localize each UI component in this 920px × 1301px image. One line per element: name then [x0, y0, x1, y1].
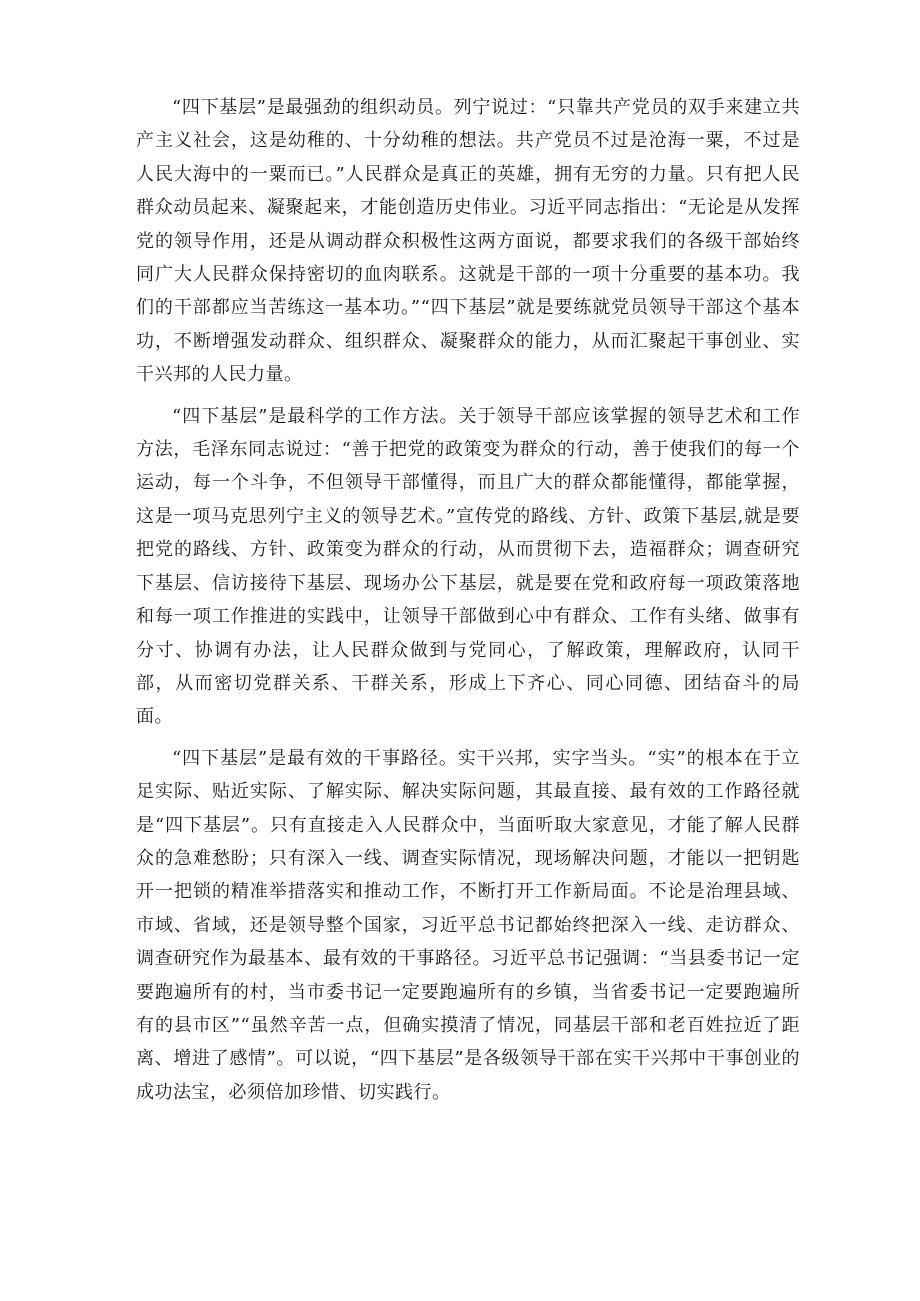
paragraph-organization-mobilization: “四下基层”是最强劲的组织动员。列宁说过：“只靠共产党员的双手来建立共产主义社会，这是幼稚的、十分幼稚的想法。共产党员不过是沧海一粟，不过是人民大海中的一粟而已。”人民群众是真正的英雄，拥有无穷的力量。只有把人民群众动员起来、凝聚起来，才能创造历史伟业。习近平同志指出：“无论是从发挥党的领导作用，还是从调动群众积极性这两方面说，都要求我们的各级干部始终同广大人民群众保持密切的血肉联系。这就是干部的一项十分重要的基本功。我们的干部都应当苦练这一基本功。”“四下基层”就是要练就党员领导干部这个基本功，不断增强发动群众、组织群众、凝聚群众的能力，从而汇聚起干事创业、实干兴邦的人民力量。	[136, 97, 800, 386]
document-page	[136, 91, 800, 1117]
paragraph-work-method: “四下基层”是最科学的工作方法。关于领导干部应该掌握的领导艺术和工作方法，毛泽东同志说过：“善于把党的政策变为群众的行动，善于使我们的每一个运动，每一个斗争，不但领导干部懂得，而且广大的群众都能懂得，都能掌握，这是一项马克思列宁主义的领导艺术。”宣传党的路线、方针、政策下基层,就是要把党的路线、方针、政策变为群众的行动，从而贯彻下去，造福群众；调查研究下基层、信访接待下基层、现场办公下基层，就是要在党和政府每一项政策落地和每一项工作推进的实践中，让领导干部做到心中有群众、工作有头绪、做事有分寸、协调有办法，让人民群众做到与党同心，了解政策，理解政府，认同干部，从而密切党群关系、干群关系，形成上下齐心、同心同德、团结奋斗的局面。	[136, 405, 800, 728]
paragraph-effective-path: “四下基层”是最有效的干事路径。实干兴邦，实字当头。“实”的根本在于立足实际、贴近实际、了解实际、解决实际问题，其最直接、最有效的工作路径就是“四下基层”。只有直接走入人民群众中，当面听取大家意见，才能了解人民群众的急难愁盼；只有深入一线、调查实际情况，现场解决问题，才能以一把钥匙开一把锁的精准举措落实和推动工作，不断打开工作新局面。不论是治理县域、市域、省域，还是领导整个国家，习近平总书记都始终把深入一线、走访群众、调查研究作为最基本、最有效的干事路径。习近平总书记强调：“当县委书记一定要跑遍所有的村，当市委书记一定要跑遍所有的乡镇，当省委书记一定要跑遍所有的县市区”“虽然辛苦一点，但确实摸清了情况，同基层干部和老百姓拉近了距离、增进了感情”。可以说，“四下基层”是各级领导干部在实干兴邦中干事创业的成功法宝，必须倍加珍惜、切实践行。	[136, 747, 800, 1103]
